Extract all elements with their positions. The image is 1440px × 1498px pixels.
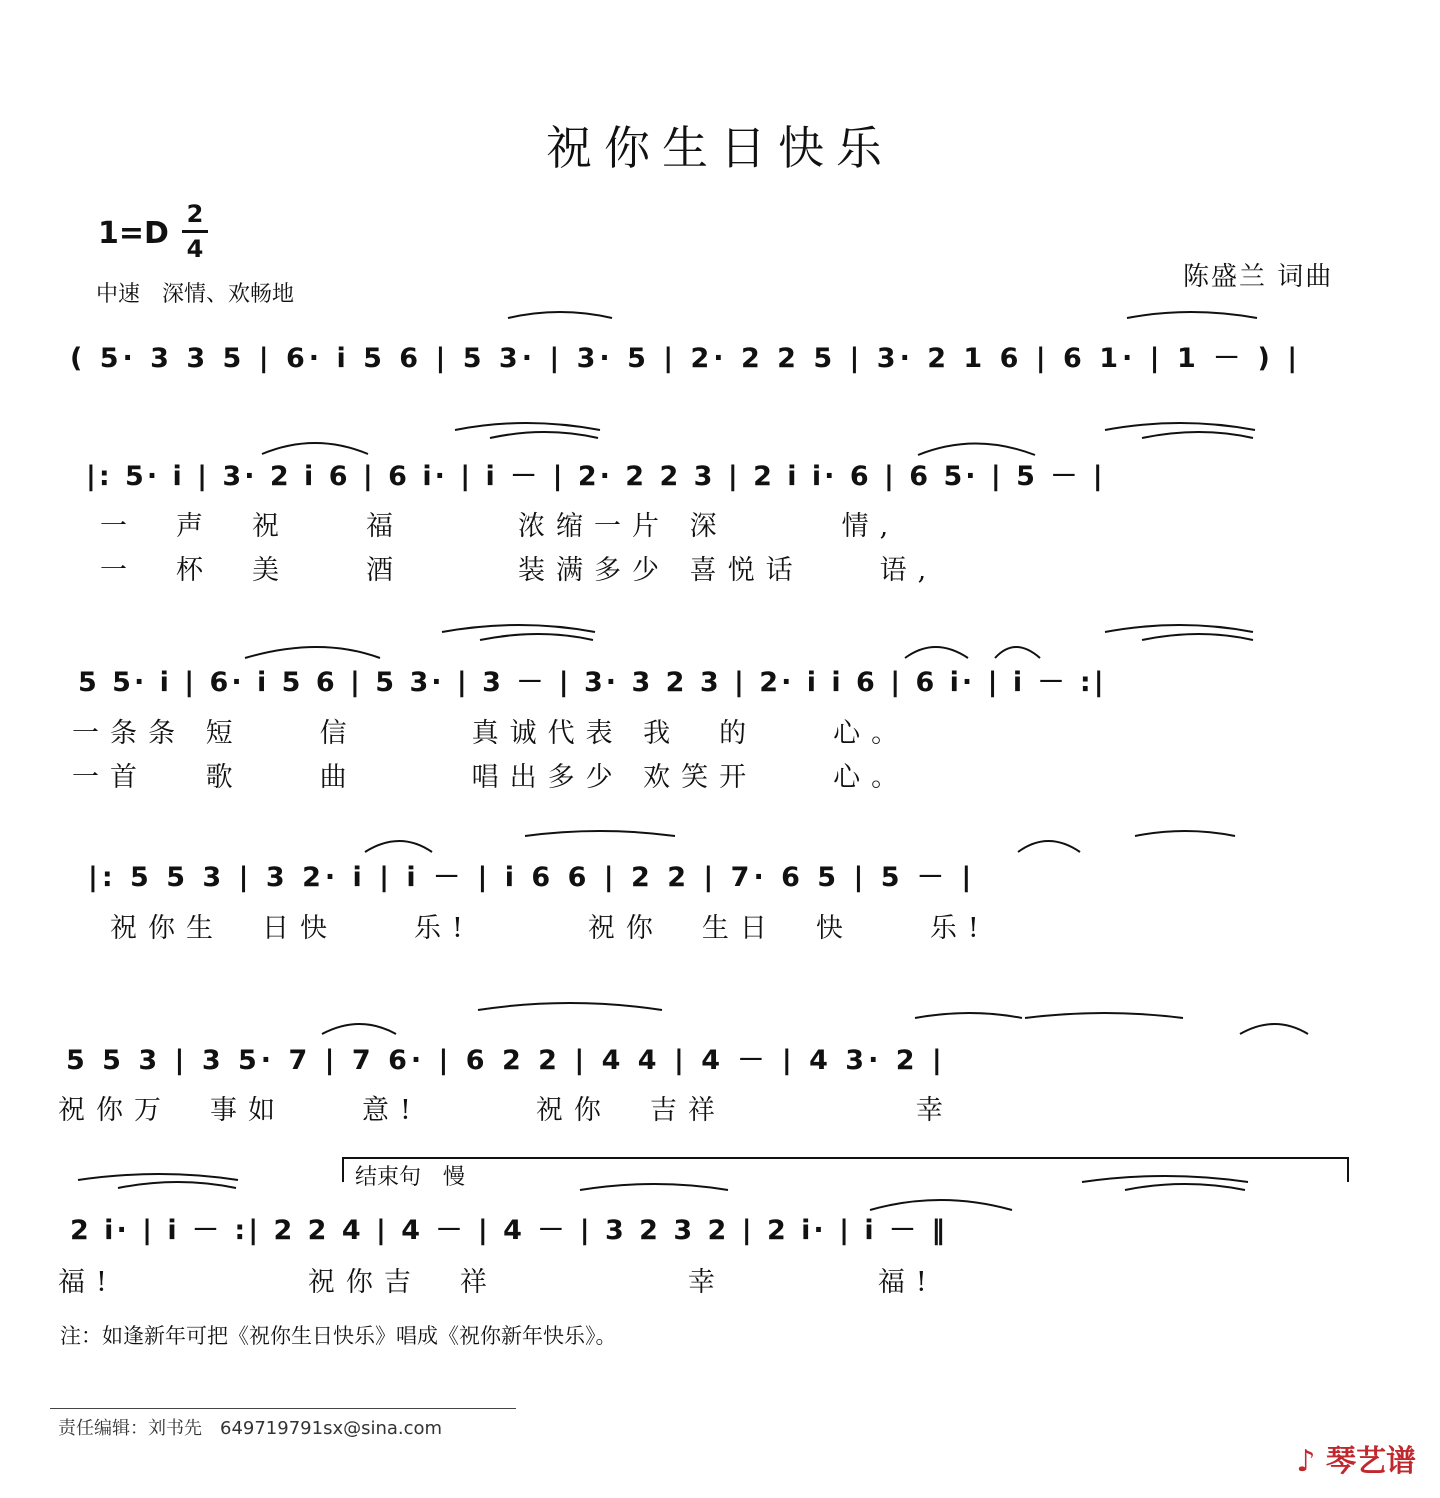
score-line-1: ( 5· 3 3 5 | 6· i 5 6 | 5 3· | 3· 5 | 2· 2 2 5 | 3· 2 1 6 | 6 1· | 1 － ) | (70, 343, 1302, 374)
tempo-marking: 中速 深情、欢畅地 (96, 282, 295, 307)
lyrics-line-6: 福! 祝你吉 祥 幸 福! (58, 1267, 938, 1298)
score-line-2: |: 5· i | 3· 2 i 6 | 6 i· | i － | 2· 2 2 3 | 2 i i· 6 | 6 5· | 5 － | (86, 461, 1106, 492)
score-line-3: 5 5· i | 6· i 5 6 | 5 3· | 3 － | 3· 3 2 3 | 2· i i 6 | 6 i· | i － :| (78, 667, 1107, 698)
author-credit: 陈盛兰 词曲 (1183, 262, 1334, 292)
score-line-5: 5 5 3 | 3 5· 7 | 7 6· | 6 2 2 | 4 4 | 4 － | 4 3· 2 | (66, 1045, 946, 1076)
lyrics-line-4: 祝你生 日快 乐! 祝你 生日 快 乐! (110, 913, 990, 944)
lyrics-line-3-verse-1: 一条条 短 信 真诚代表 我 的 心。 (72, 718, 910, 749)
watermark-icon: ♪ (1296, 1444, 1316, 1479)
score-line-4: |: 5 5 3 | 3 2· i | i － | i 6 6 | 2 2 | 7· 6 5 | 5 － | (88, 862, 976, 893)
watermark-logo (1296, 1436, 1416, 1480)
key-signature: 1=D (98, 216, 169, 251)
page-title: 祝你生日快乐 (546, 121, 894, 175)
footnote: 注：如逢新年可把《祝你生日快乐》唱成《祝你新年快乐》。 (60, 1324, 617, 1348)
editor-credit: 责任编辑：刘书先 649719791sx@sina.com (58, 1418, 443, 1439)
credit-divider (50, 1408, 516, 1409)
lyrics-line-2-verse-1: 一 声 祝 福 浓缩一片 深 情, (100, 511, 900, 542)
lyrics-line-5: 祝你万 事如 意! 祝你 吉祥 幸 (58, 1095, 954, 1126)
time-signature-bottom: 4 (186, 235, 204, 263)
ending-label: 结束句 慢 (355, 1165, 466, 1190)
time-signature-top: 2 (186, 200, 204, 228)
lyrics-line-2-verse-2: 一 杯 美 酒 装满多少 喜悦话 语, (100, 555, 938, 586)
score-line-6: 2 i· | i － :| 2 2 4 | 4 － | 4 － | 3 2 3 2 | 2 i· | i － ‖ (70, 1215, 948, 1246)
lyrics-line-3-verse-2: 一首 歌 曲 唱出多少 欢笑开 心。 (72, 762, 910, 793)
watermark-text: 琴艺谱 (1326, 1444, 1416, 1479)
